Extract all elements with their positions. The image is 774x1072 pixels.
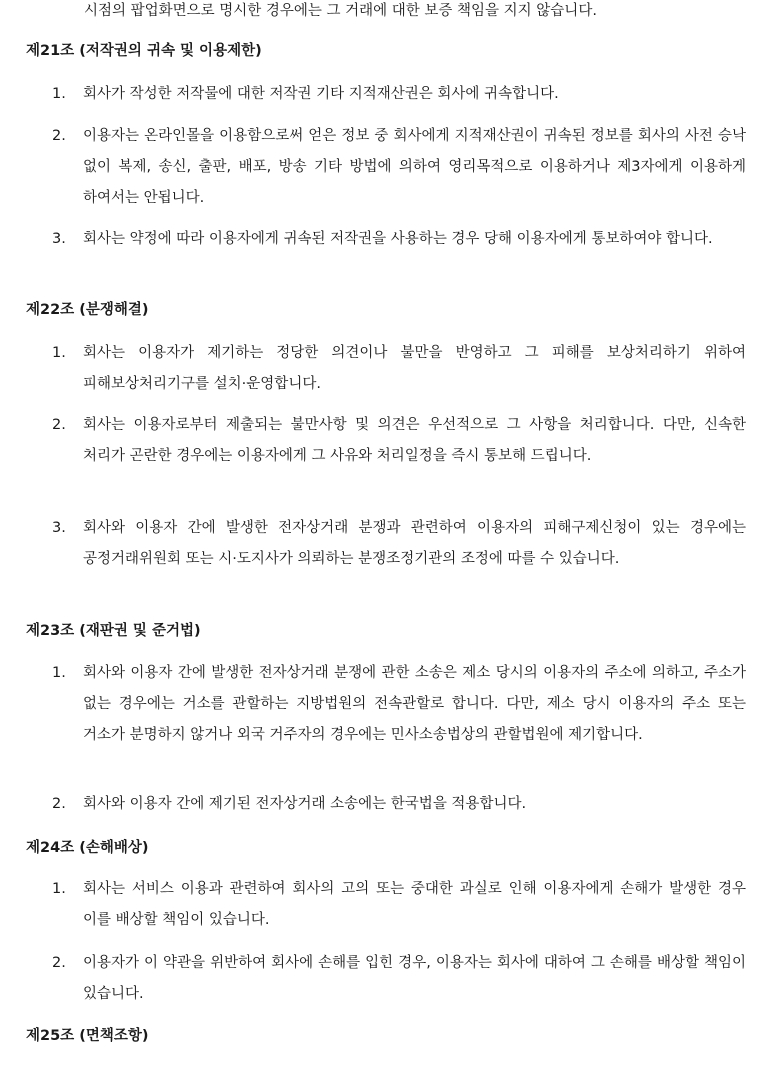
article-23-heading: 제23조 (재판권 및 준거법) [26,623,201,639]
item-text: 이용자는 온라인몰을 이용함으로써 얻은 정보 중 회사에게 지적재산권이 귀속된 정보를 회사의 사전 승낙 없이 복제, 송신, 출판, 배포, 방송 기타 방법에 의하여 영리목적으로 이용하거나 제3자에게 이용하게 하여서는 안됩니다. [83,128,746,206]
item-text: 회사와 이용자 간에 제기된 전자상거래 소송에는 한국법을 적용합니다. [83,796,527,812]
article-21-heading: 제21조 (저작권의 귀속 및 이용제한) [26,43,262,59]
item-number: 2. [52,955,66,971]
article-23-item-1 [26,658,746,751]
item-number: 3. [52,520,66,536]
article-22-item-3 [26,513,746,575]
article-21-item-1 [26,79,746,110]
item-text: 회사는 이용자가 제기하는 정당한 의견이나 불만을 반영하고 그 피해를 보상처리하기 위하여 피해보상처리기구를 설치·운영합니다. [83,345,746,392]
article-24-heading: 제24조 (손해배상) [26,840,149,856]
article-25-heading: 제25조 (면책조항) [26,1028,149,1044]
article-24-item-1 [26,874,746,936]
article-22-heading: 제22조 (분쟁해결) [26,302,149,318]
article-22-item-2 [26,410,746,472]
article-24-item-2 [26,948,746,1010]
article-21-item-3 [26,224,746,255]
article-22-item-1 [26,338,746,400]
item-text: 회사가 작성한 저작물에 대한 저작권 기타 지적재산권은 회사에 귀속합니다. [83,86,559,102]
item-number: 1. [52,665,66,681]
item-text: 이용자가 이 약관을 위반하여 회사에 손해를 입힌 경우, 이용자는 회사에 대하여 그 손해를 배상할 책임이 있습니다. [83,955,746,1002]
article-23-item-2 [26,789,746,820]
item-number: 2. [52,417,66,433]
item-text: 회사는 이용자로부터 제출되는 불만사항 및 의견은 우선적으로 그 사항을 처리합니다. 다만, 신속한 처리가 곤란한 경우에는 이용자에게 그 사유와 처리일정을 즉시 통보해 드립니다. [83,417,746,464]
item-number: 1. [52,345,66,361]
item-number: 3. [52,231,66,247]
item-number: 1. [52,881,66,897]
item-number: 2. [52,128,66,144]
item-number: 1. [52,86,66,102]
item-text: 회사는 약정에 따라 이용자에게 귀속된 저작권을 사용하는 경우 당해 이용자에게 통보하여야 합니다. [83,231,713,247]
lead-text: 시점의 팝업화면으로 명시한 경우에는 그 거래에 대한 보증 책임을 지지 않습니다. [84,3,597,19]
item-text: 회사는 서비스 이용과 관련하여 회사의 고의 또는 중대한 과실로 인해 이용자에게 손해가 발생한 경우 이를 배상할 책임이 있습니다. [83,881,746,928]
article-21-item-2 [26,121,746,214]
item-text: 회사와 이용자 간에 발생한 전자상거래 분쟁에 관한 소송은 제소 당시의 이용자의 주소에 의하고, 주소가 없는 경우에는 거소를 관할하는 지방법원의 전속관할로 합니다. 다만, 제소 당시 이용자의 주소 또는 거소가 분명하지 않거나 외국 거주자의 경우에는 민사소송법상의 관할법원에 제기합니다. [83,665,746,743]
item-text: 회사와 이용자 간에 발생한 전자상거래 분쟁과 관련하여 이용자의 피해구제신청이 있는 경우에는 공정거래위원회 또는 시·도지사가 의뢰하는 분쟁조정기관의 조정에 따를 수 있습니다. [83,520,746,567]
item-number: 2. [52,796,66,812]
